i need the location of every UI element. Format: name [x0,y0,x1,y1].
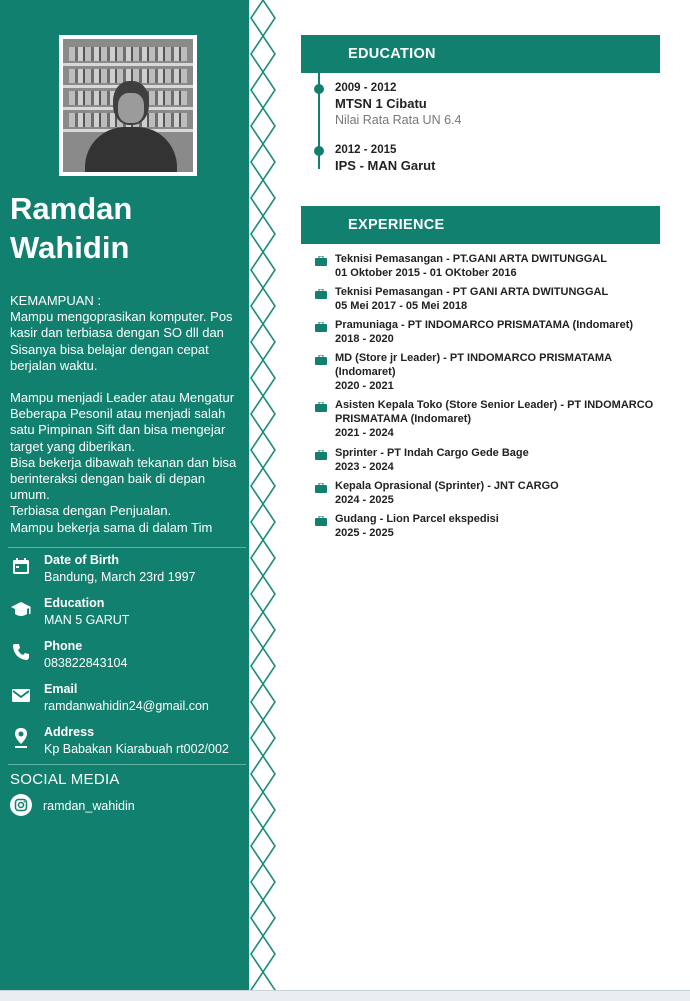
contact-value: 083822843104 [44,656,128,670]
contact-label: Address [44,725,95,739]
last-name: Wahidin [10,230,130,265]
experience-period: 01 Oktober 2015 - 01 OKtober 2016 [335,267,517,279]
instagram-handle[interactable]: ramdan_wahidin [43,799,135,813]
experience-role: Kepala Oprasional (Sprinter) - JNT CARGO [335,480,559,492]
experience-item [335,351,655,393]
experience-role: Teknisi Pemasangan - PT.GANI ARTA DWITUNGGAL [335,253,607,265]
calendar-icon [10,555,32,577]
divider [8,547,246,548]
experience-role: MD (Store jr Leader) - PT INDOMARCO PRISMATAMA (Indomaret) [335,352,612,378]
phone-icon [10,641,32,663]
skills-paragraph: Terbiasa dengan Penjualan. [10,503,172,519]
education-item [335,144,435,173]
education-school: IPS - MAN Garut [335,158,436,173]
skills-heading: KEMAMPUAN : [10,293,102,308]
education-years: 2012 - 2015 [335,144,397,156]
experience-title: EXPERIENCE [348,217,445,233]
page-bottom-bar [0,990,690,1001]
experience-item [335,446,655,474]
skills-paragraph: Mampu menjadi Leader atau Mengatur Beberapa Pesonil atau menjadi salah satu Pimpinan Sift dan bisa mengejar target yang diberikan. [10,390,235,454]
briefcase-icon [315,289,327,299]
profile-photo [63,39,193,172]
skills-paragraph: Bisa bekerja dibawah tekanan dan bisa berinteraksi dengan baik di depan umum. [10,454,237,503]
experience-role: Teknisi Pemasangan - PT GANI ARTA DWITUNGGAL [335,286,609,298]
experience-role: Sprinter - PT Indah Cargo Gede Bage [335,447,529,459]
instagram-icon [10,794,32,816]
experience-period: 2018 - 2020 [335,333,394,345]
person-name [10,189,240,267]
experience-period: 2025 - 2025 [335,527,394,539]
graduation-cap-icon [10,598,32,620]
first-name: Ramdan [10,191,133,226]
skills-section [10,293,244,536]
experience-period: 05 Mei 2017 - 05 Mei 2018 [335,300,468,312]
education-header [301,35,660,73]
contact-email [10,682,246,722]
contact-date-of-birth [10,553,246,593]
social-instagram[interactable] [10,794,240,818]
decorative-pattern [249,0,277,990]
briefcase-icon [315,322,327,332]
timeline-dot [314,146,324,156]
sidebar [0,0,249,990]
experience-period: 2021 - 2024 [335,427,394,439]
education-title: EDUCATION [348,46,436,62]
experience-role: Pramuniaga - PT INDOMARCO PRISMATAMA (Indomaret) [335,319,634,331]
contact-value: MAN 5 GARUT [44,613,130,627]
skills-paragraph: Mampu bekerja sama di dalam Tim [10,519,213,535]
contact-phone [10,639,246,679]
education-item [335,82,461,127]
divider [8,764,246,765]
contact-label: Education [44,596,105,610]
experience-item [335,318,655,346]
briefcase-icon [315,402,327,412]
experience-item [335,285,655,313]
experience-period: 2020 - 2021 [335,380,394,392]
location-pin-icon [10,727,32,749]
briefcase-icon [315,256,327,266]
experience-period: 2023 - 2024 [335,461,394,473]
skills-paragraph: Mampu mengoprasikan komputer. Pos kasir dan terbiasa dengan SO dll dan Sisanya bisa belajar dengan cepat berjalan waktu. [10,309,233,373]
experience-item [335,252,655,280]
contact-value: Kp Babakan Kiarabuah rt002/002 [44,742,229,756]
briefcase-icon [315,450,327,460]
briefcase-icon [315,355,327,365]
contact-label: Phone [44,639,83,653]
profile-photo-frame [59,35,197,176]
education-years: 2009 - 2012 [335,82,397,94]
contact-value[interactable]: ramdanwahidin24@gmail.con [44,699,209,713]
experience-item [335,398,655,440]
education-school: MTSN 1 Cibatu [335,96,427,111]
contact-address [10,725,246,765]
experience-item [335,479,655,507]
contact-label: Date of Birth [44,553,119,567]
experience-header [301,206,660,244]
email-icon [10,684,32,706]
contact-value: Bandung, March 23rd 1997 [44,570,196,584]
education-note: Nilai Rata Rata UN 6.4 [335,113,462,127]
briefcase-icon [315,516,327,526]
timeline-dot [314,84,324,94]
experience-item [335,512,655,540]
briefcase-icon [315,483,327,493]
experience-period: 2024 - 2025 [335,494,394,506]
experience-role: Asisten Kepala Toko (Store Senior Leader) - PT INDOMARCO PRISMATAMA (Indomaret) [335,399,654,425]
contact-education [10,596,246,636]
experience-role: Gudang - Lion Parcel ekspedisi [335,513,499,525]
social-media-title: SOCIAL MEDIA [10,771,120,788]
contact-label: Email [44,682,78,696]
